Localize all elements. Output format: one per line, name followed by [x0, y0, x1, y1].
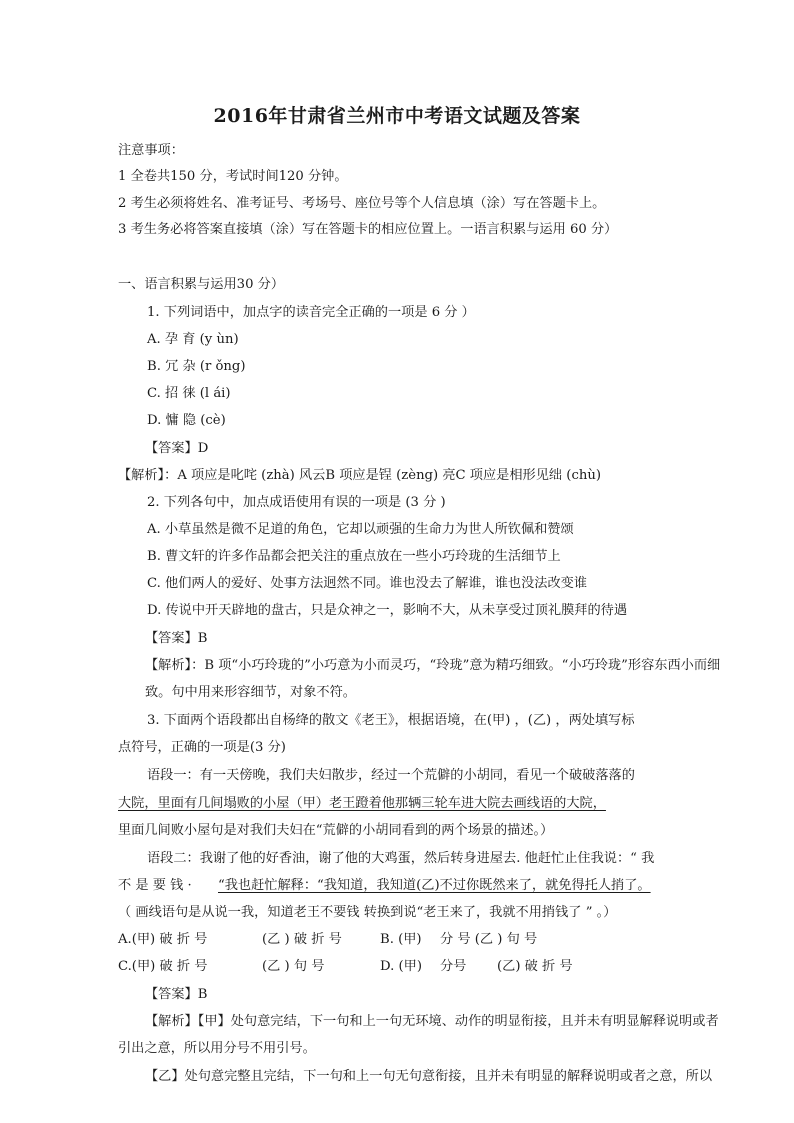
option: A.(甲) 破 折 号 — [118, 932, 208, 947]
passage-two-continued: 不 是 要 钱 · — [118, 878, 192, 893]
question-stem: 1. 下列词语中，加点字的读音完全正确的一项是 6 分 ） — [147, 305, 475, 320]
option: D. 传说中开天辟地的盘古，只是众神之一，影响不大，从未享受过顶礼膜拜的待遇 — [147, 603, 628, 618]
analysis-continued: 致。句中用来形容细节，对象不符。 — [145, 685, 356, 700]
option-part: 分 号 (乙 ) 句 号 — [440, 932, 538, 947]
analysis: 【乙】处句意完整且完结，下一句和上一句无句意衔接，且并未有明显的解释说明或者之意，所以 — [145, 1069, 713, 1084]
option: D. 慵 隐 (cè) — [147, 413, 226, 428]
question-stem-continued: 点符号，正确的一项是(3 分) — [118, 740, 286, 755]
passage-one-underlined: 大院，里面有几间塌败的小屋（甲）老王蹬着他那辆三轮车进大院去画线语的大院， — [118, 796, 606, 811]
notice-item: 2 考生必须将姓名、准考证号、考场号、座位号等个人信息填（涂）写在答题卡上。 — [118, 196, 606, 211]
option: C. 招 徕 (l ái) — [147, 386, 231, 401]
option: B. 冗 杂 (r ǒng) — [147, 359, 246, 374]
notice-item: 3 考生务必将答案直接填（涂）写在答题卡的相应位置上。一语言积累与运用 60 分） — [118, 222, 618, 237]
analysis: 【解析】：B 项“小巧玲珑的”小巧意为小而灵巧，“玲珑”意为精巧细致。“小巧玲珑”形容东西小而细 — [145, 658, 721, 673]
notice-item: 1 全卷共150 分，考试时间120 分钟。 — [118, 169, 348, 184]
option-part: (乙) 破 折 号 — [497, 959, 573, 974]
document-title: 2016年甘肃省兰州市中考语文试题及答案 — [213, 105, 581, 127]
option: D. (甲) — [380, 959, 422, 974]
passage-note: （ 画线语句是从说一我，知道老王不要钱 转换到说“老王来了，我就不用捎钱了 ” 。） — [118, 905, 617, 920]
analysis: 【解析】：A 项应是叱咤 (zhà) 风云B 项应是锃 (zèng) 亮C 项应是相形见绌 (chù) — [118, 468, 601, 483]
answer: 【答案】B — [145, 631, 208, 646]
passage-one-note: 里面几间败小屋句是对我们夫妇在“荒僻的小胡同看到的两个场景的描述。） — [118, 823, 554, 838]
option: C.(甲) 破 折 号 — [118, 959, 208, 974]
answer: 【答案】D — [145, 441, 209, 456]
analysis: 【解析】【甲】处句意完结，下一句和上一句无环境、动作的明显衔接，且并未有明显解释说明或者 — [145, 1014, 719, 1029]
option: A. 孕 育 (y ùn) — [147, 332, 239, 347]
question-stem: 2. 下列各句中，加点成语使用有误的一项是 (3 分 ) — [147, 495, 446, 510]
question-stem: 3. 下面两个语段都出自杨绛的散文《老王》，根据语境，在(甲) ，(乙) ，两处填写标 — [147, 713, 635, 728]
passage-one: 语段一：有一天傍晚，我们夫妇散步，经过一个荒僻的小胡同，看见一个破破落落的 — [147, 768, 635, 783]
option-part: (乙 ) 破 折 号 — [262, 932, 342, 947]
option: A. 小草虽然是微不足道的角色，它却以顽强的生命力为世人所钦佩和赞颂 — [147, 522, 574, 537]
option: C. 他们两人的爱好、处事方法迥然不同。谁也没去了解谁，谁也没法改变谁 — [147, 576, 588, 591]
option: B. 曹文轩的许多作品都会把关注的重点放在一些小巧玲珑的生活细节上 — [147, 549, 561, 564]
analysis-continued: 引出之意，所以用分号不用引号。 — [118, 1041, 316, 1056]
answer: 【答案】B — [145, 987, 208, 1002]
notice-heading: 注意事项： — [118, 143, 184, 158]
passage-two: 语段二：我谢了他的好香油，谢了他的大鸡蛋，然后转身进屋去. 他赶忙止住我说：“ 我 — [147, 851, 655, 866]
option-part: 分号 — [440, 959, 467, 974]
section-heading: 一、语言积累与运用30 分） — [118, 277, 285, 292]
option-part: (乙 ) 句 号 — [262, 959, 325, 974]
passage-two-underlined: “我也赶忙解释：“我知道，我知道(乙)不过你既然来了，就免得托人捎了。 — [218, 878, 651, 893]
option: B. (甲) — [380, 932, 422, 947]
